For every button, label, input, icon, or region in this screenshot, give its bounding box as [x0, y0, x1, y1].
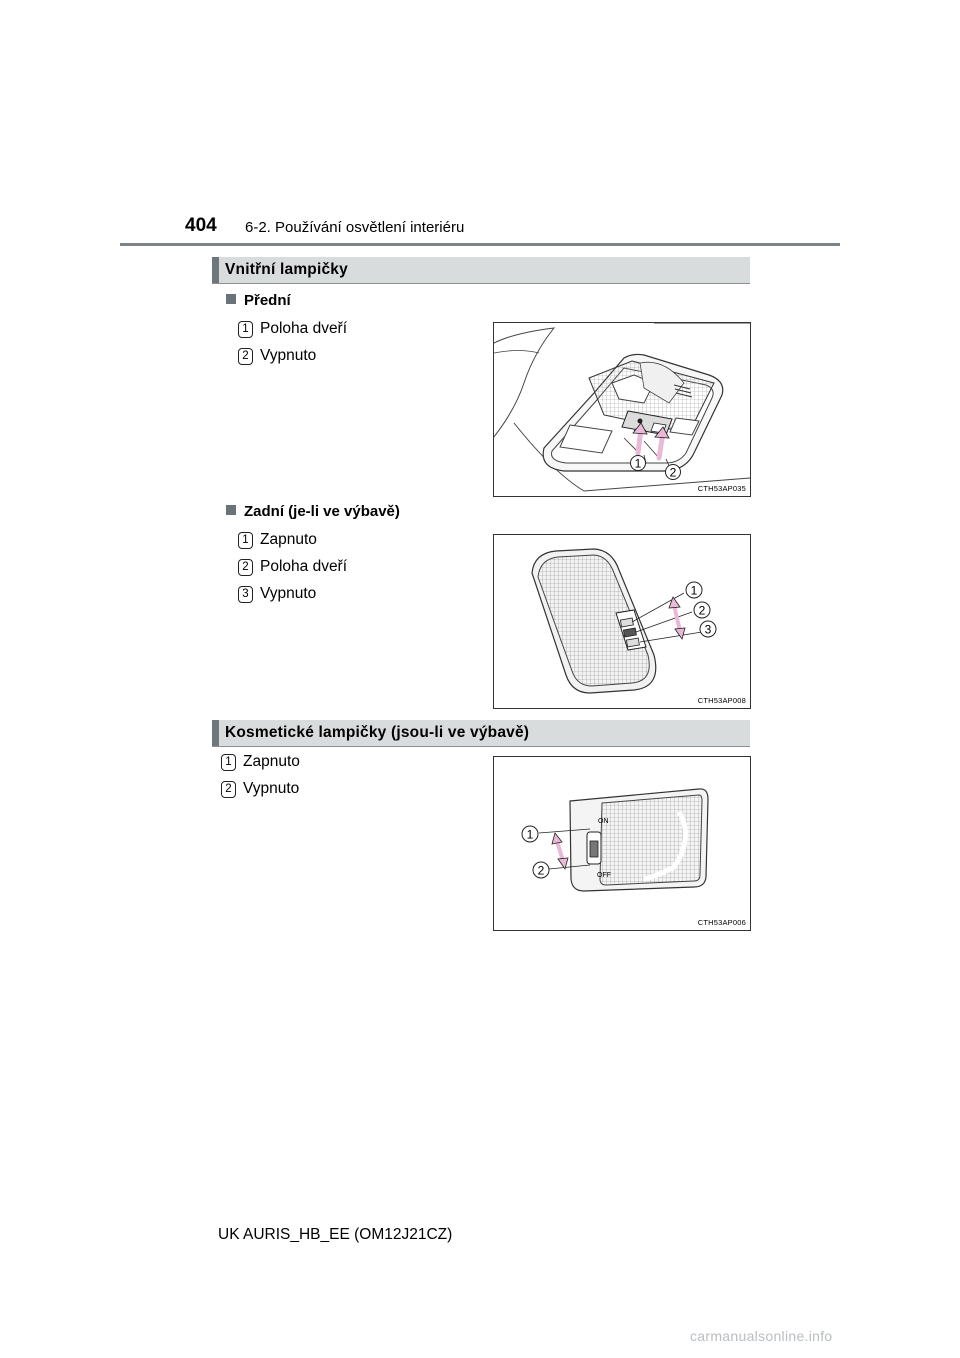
figure-code: CTH53AP006	[697, 918, 746, 927]
figure-vanity-lamp	[493, 756, 751, 931]
rear-lamp-illustration	[494, 535, 750, 708]
item-label: Zapnuto	[243, 753, 300, 770]
front-console-illustration	[494, 323, 750, 496]
subsection-title: Zadní (je-li ve výbavě)	[244, 503, 400, 520]
item-number-badge: 3	[238, 586, 253, 603]
section-heading-text: Kosmetické lampičky (jsou-li ve výbavě)	[225, 724, 530, 741]
callout-2: 2	[537, 863, 545, 878]
switch-off-label: OFF	[597, 872, 611, 879]
section-heading-vanity-lights	[212, 720, 750, 747]
item-label: Vypnuto	[243, 780, 300, 797]
item-label: Poloha dveří	[260, 558, 348, 575]
section-heading-interior-lights	[212, 257, 750, 284]
figure-rear-lamp	[493, 534, 751, 709]
page-number: 404	[185, 215, 217, 236]
heading-accent-bar	[212, 257, 219, 283]
item-number-badge: 2	[238, 348, 253, 365]
callout-1: 1	[634, 456, 642, 471]
square-bullet-icon	[226, 294, 236, 304]
subsection-front	[226, 292, 291, 309]
callout-3: 3	[704, 622, 712, 637]
header-divider	[120, 243, 840, 246]
callout-1: 1	[690, 583, 698, 598]
item-number-badge: 1	[221, 754, 236, 771]
callout-2: 2	[698, 603, 706, 618]
item-label: Vypnuto	[260, 347, 317, 364]
chapter-title: 6-2. Používání osvětlení interiéru	[245, 219, 465, 236]
document-footer: UK AURIS_HB_EE (OM12J21CZ)	[218, 1226, 453, 1243]
item-label: Zapnuto	[260, 531, 317, 548]
item-label: Vypnuto	[260, 585, 317, 602]
watermark: carmanualsonline.info	[690, 1328, 833, 1344]
figure-code: CTH53AP008	[697, 696, 746, 705]
subsection-rear	[226, 503, 400, 520]
figure-code: CTH53AP035	[697, 484, 746, 493]
item-number-badge: 2	[238, 559, 253, 576]
subsection-title: Přední	[244, 292, 291, 309]
square-bullet-icon	[226, 505, 236, 515]
item-number-badge: 1	[238, 532, 253, 549]
callout-1: 1	[526, 827, 534, 842]
callout-2: 2	[669, 465, 677, 480]
heading-accent-bar	[212, 720, 219, 746]
item-number-badge: 2	[221, 781, 236, 798]
item-number-badge: 1	[238, 321, 253, 338]
figure-front-console	[493, 322, 751, 497]
item-label: Poloha dveří	[260, 320, 348, 337]
switch-on-label: ON	[598, 818, 609, 825]
section-heading-text: Vnitřní lampičky	[225, 261, 348, 278]
vanity-lamp-illustration	[494, 757, 750, 930]
